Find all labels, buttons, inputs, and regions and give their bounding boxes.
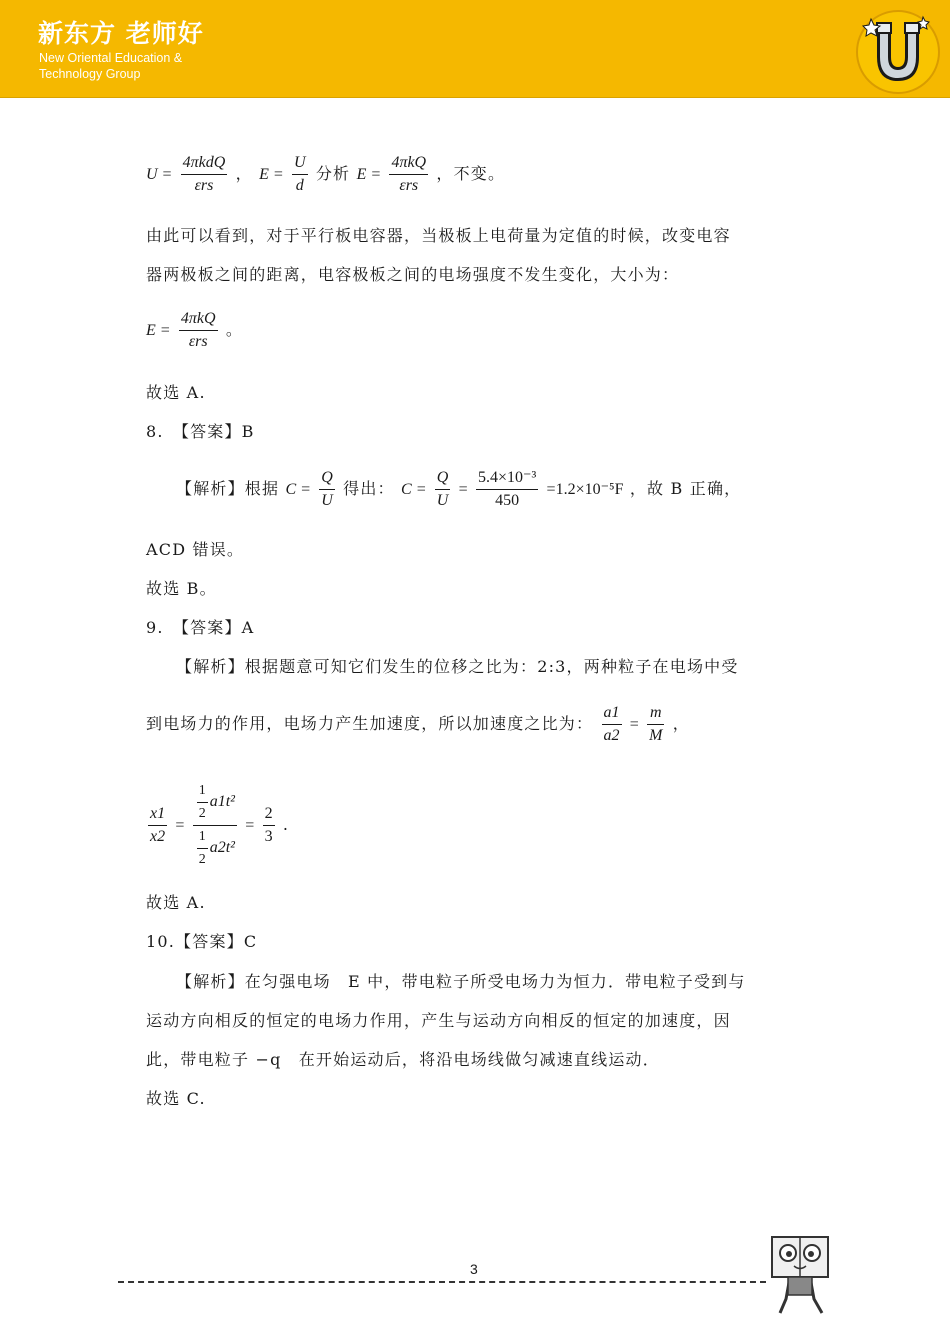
answer-heading-10: 10.【答案】C	[146, 932, 258, 951]
brand-name-en: New Oriental Education & Technology Group	[39, 51, 183, 81]
choice-line: 故选 A.	[146, 893, 206, 912]
fraction-c: $\frac{Q}{U}$	[321, 469, 333, 509]
fraction-e2: $\frac{\text{4πkQ}}{\text{εrs}}$	[391, 154, 427, 194]
fraction-x: $\frac{x1}{x2}$	[150, 805, 166, 845]
answer-heading-8: 8. 【答案】B	[146, 422, 255, 441]
paragraph-line: 【解析】根据题意可知它们发生的位移之比为：2:3，两种粒子在电场中受	[176, 657, 739, 676]
fraction-m: $\frac{m}{M}$	[649, 704, 663, 744]
q8-explanation: 【解析】根据 C = $\frac{Q}{U}$ 得出： C = $\frac{Q}{U}$ = $\frac{\text{5.4×10⁻³}}{450}$ =1.2×10⁻⁵F ，故 B 正确，	[176, 467, 741, 512]
fraction-result: $\frac{2}{3}$	[264, 805, 273, 845]
paragraph-line: 【解析】在匀强电场 E 中，带电粒子所受电场力为恒力．带电粒子受到与	[176, 972, 746, 991]
choice-line: 故选 C.	[146, 1089, 206, 1108]
page-number: 3	[470, 1261, 478, 1277]
q9-displacement-ratio: $\frac{x1}{x2}$ = $\frac{1}{2}$ a1t² $\frac{1}{2}$ a2t² = $\frac{2}{3}$ .	[146, 780, 289, 871]
formula-line-1: U = $\frac{\text{4πkdQ}}{\text{εrs}}$ ， E = $\frac{U}{d}$ 分析 E = $\frac{\text{4πkQ}}{\text{εrs}}$ ，不变。	[146, 152, 505, 197]
fraction-e: $\frac{U}{d}$	[294, 154, 306, 194]
choice-line: 故选 B。	[146, 579, 217, 598]
paragraph-line: 运动方向相反的恒定的电场力作用，产生与运动方向相反的恒定的加速度，因	[146, 1011, 731, 1030]
magnet-logo-icon	[855, 9, 941, 95]
paragraph-line: ACD 错误。	[146, 540, 245, 559]
choice-line: 故选 A.	[146, 383, 206, 402]
header-banner	[0, 0, 950, 98]
fraction-u: $\frac{\text{4πkdQ}}{\text{εrs}}$	[182, 154, 226, 194]
fraction-compound: $\frac{1}{2}$ a1t² $\frac{1}{2}$ a2t²	[193, 780, 237, 871]
mascot-reading-icon	[766, 1233, 834, 1317]
fraction-value: $\frac{\text{5.4×10⁻³}}{450}$	[477, 469, 537, 509]
q9-accel-ratio: 到电场力的作用，电场力产生加速度，所以加速度之比为： $\frac{a1}{a2}$ = $\frac{m}{M}$ ，	[146, 702, 690, 747]
answer-heading-9: 9. 【答案】A	[146, 618, 255, 637]
fraction-a: $\frac{a1}{a2}$	[603, 704, 620, 744]
paragraph-line: 器两极板之间的距离，电容极板之间的电场强度不发生变化，大小为：	[146, 265, 680, 284]
footer-divider	[118, 1281, 766, 1283]
paragraph-line: 由此可以看到，对于平行板电容器，当极板上电荷量为定值的时候，改变电容	[146, 226, 731, 245]
fraction-c2: $\frac{Q}{U}$	[436, 469, 449, 509]
paragraph-line: 此，带电粒子 −q 在开始运动后，将沿电场线做匀减速直线运动．	[146, 1050, 660, 1069]
brand-name-cn: 新东方 老师好	[38, 19, 204, 48]
formula-line-e: E = $\frac{\text{4πkQ}}{\text{εrs}}$ 。	[146, 308, 243, 353]
fraction-e3: $\frac{\text{4πkQ}}{\text{εrs}}$	[180, 310, 216, 350]
